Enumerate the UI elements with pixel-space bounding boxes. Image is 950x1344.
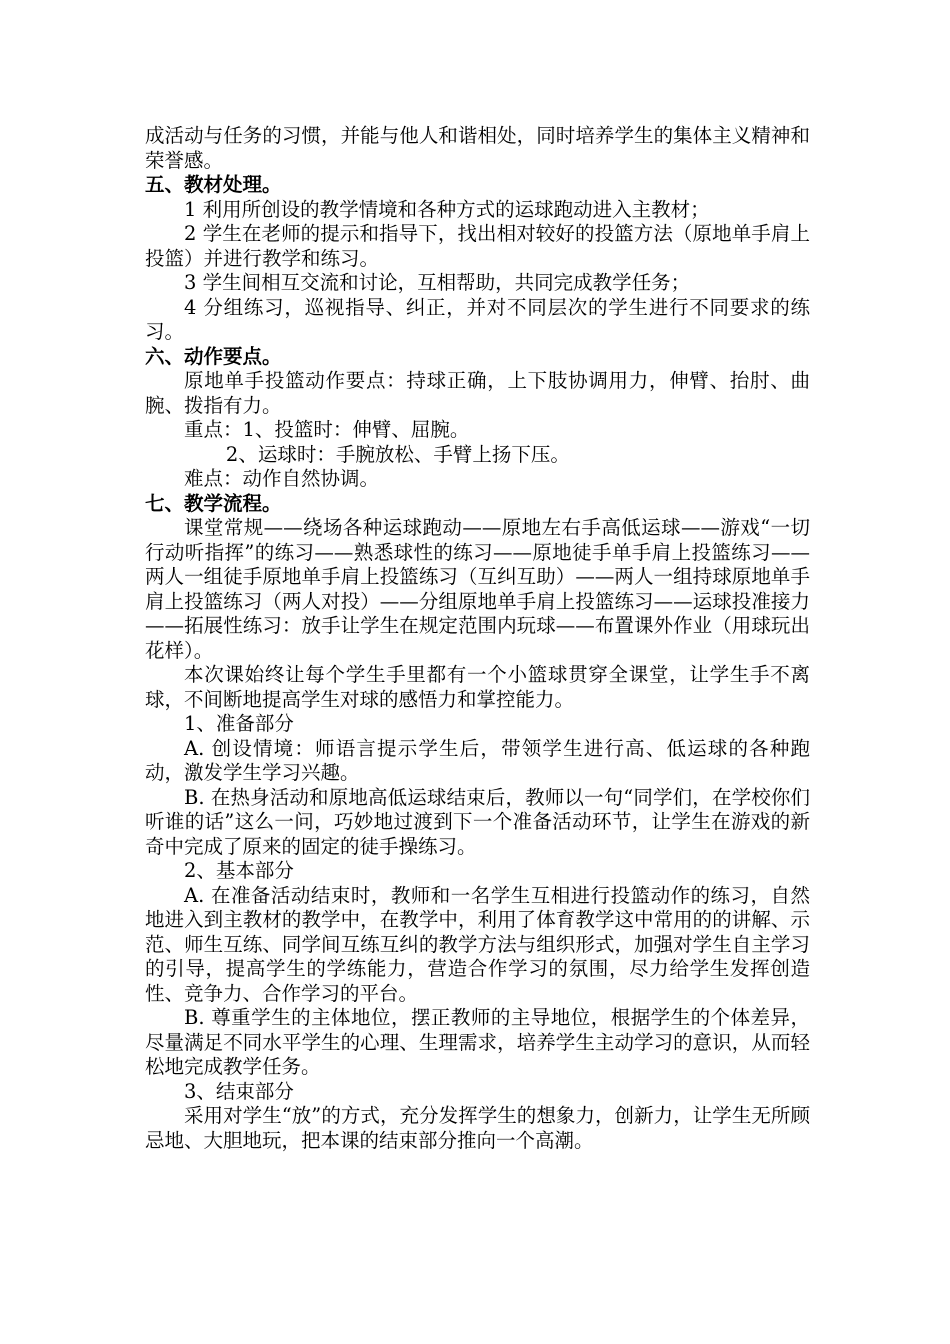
section-7-part-2-a: A. 在准备活动结束时，教师和一名学生互相进行投篮动作的练习，自然地进入到主教材的教学中，在教学中，利用了体育教学这中常用的的讲解、示范、师生互练、同学间互练互纠的教学方法与组织形式，加强对学生自主学习的引导，提高学生的学练能力，营造合作学习的氛围，尽力给学生发挥创造性、竞争力、合作学习的平台。 xyxy=(145,883,810,1005)
section-5-item-2: 2 学生在老师的提示和指导下，找出相对较好的投篮方法（原地单手肩上投篮）并进行教学和练习。 xyxy=(145,222,810,270)
section-7-part-3-title: 3、结束部分 xyxy=(184,1079,294,1103)
heading-section-5: 五、教材处理。 xyxy=(145,173,282,196)
section-7-part-1-a: A. 创设情境：师语言提示学生后，带领学生进行高、低运球的各种跑动，激发学生学习兴趣。 xyxy=(145,736,810,784)
section-6-focus-2: 2、运球时：手腕放松、手臂上扬下压。 xyxy=(225,442,570,466)
section-7-summary: 本次课始终让每个学生手里都有一个小篮球贯穿全课堂，让学生手不离球，不间断地提高学生对球的感悟力和掌控能力。 xyxy=(145,663,810,711)
section-5-item-1: 1 利用所创设的教学情境和各种方式的运球跑动进入主教材； xyxy=(184,197,710,221)
section-7-part-1-title: 1、准备部分 xyxy=(184,712,294,735)
section-6-focus-1: 重点：1、投篮时：伸臂、屈腕。 xyxy=(184,418,470,441)
section-6-difficulty: 难点：动作自然协调。 xyxy=(184,467,380,490)
document-body xyxy=(145,124,810,1153)
heading-section-6: 六、动作要点。 xyxy=(145,344,282,368)
section-7-part-2-title: 2、基本部分 xyxy=(184,859,294,882)
section-7-part-2-b: B. 尊重学生的主体地位，摆正教师的主导地位，根据学生的个体差异，尽量满足不同水平学生的心理、生理需求，培养学生主动学习的意识，从而轻松地完成教学任务。 xyxy=(145,1006,810,1078)
section-7-part-1-b: B. 在热身活动和原地高低运球结束后，教师以一句“同学们，在学校你们听谁的话”这么一问，巧妙地过渡到下一个准备活动环节，让学生在游戏的新奇中完成了原来的固定的徒手操练习。 xyxy=(145,785,810,858)
section-5-item-4: 4 分组练习，巡视指导、纠正，并对不同层次的学生进行不同要求的练习。 xyxy=(145,295,810,343)
section-7-part-3-text: 采用对学生“放”的方式，充分发挥学生的想象力，创新力，让学生无所顾忌地、大胆地玩，把本课的结束部分推向一个高潮。 xyxy=(145,1104,810,1152)
heading-section-7: 七、教学流程。 xyxy=(145,491,282,515)
section-7-flow: 课堂常规——绕场各种运球跑动——原地左右手高低运球——游戏“一切行动听指挥”的练习——熟悉球性的练习——原地徒手单手肩上投篮练习——两人一组徒手原地单手肩上投篮练习（互纠互助）——两人一组持球原地单手肩上投篮练习（两人对投）——分组原地单手肩上投篮练习——运球投准接力——拓展性练习：放手让学生在规定范围内玩球——布置课外作业（用球玩出花样）。 xyxy=(145,516,810,662)
section-6-key-points: 原地单手投篮动作要点：持球正确，上下肢协调用力，伸臂、抬肘、曲腕、拨指有力。 xyxy=(145,369,810,417)
section-5-item-3: 3 学生间相互交流和讨论，互相帮助，共同完成教学任务； xyxy=(184,271,691,294)
intro-paragraph: 成活动与任务的习惯，并能与他人和谐相处，同时培养学生的集体主义精神和荣誉感。 xyxy=(145,124,810,172)
